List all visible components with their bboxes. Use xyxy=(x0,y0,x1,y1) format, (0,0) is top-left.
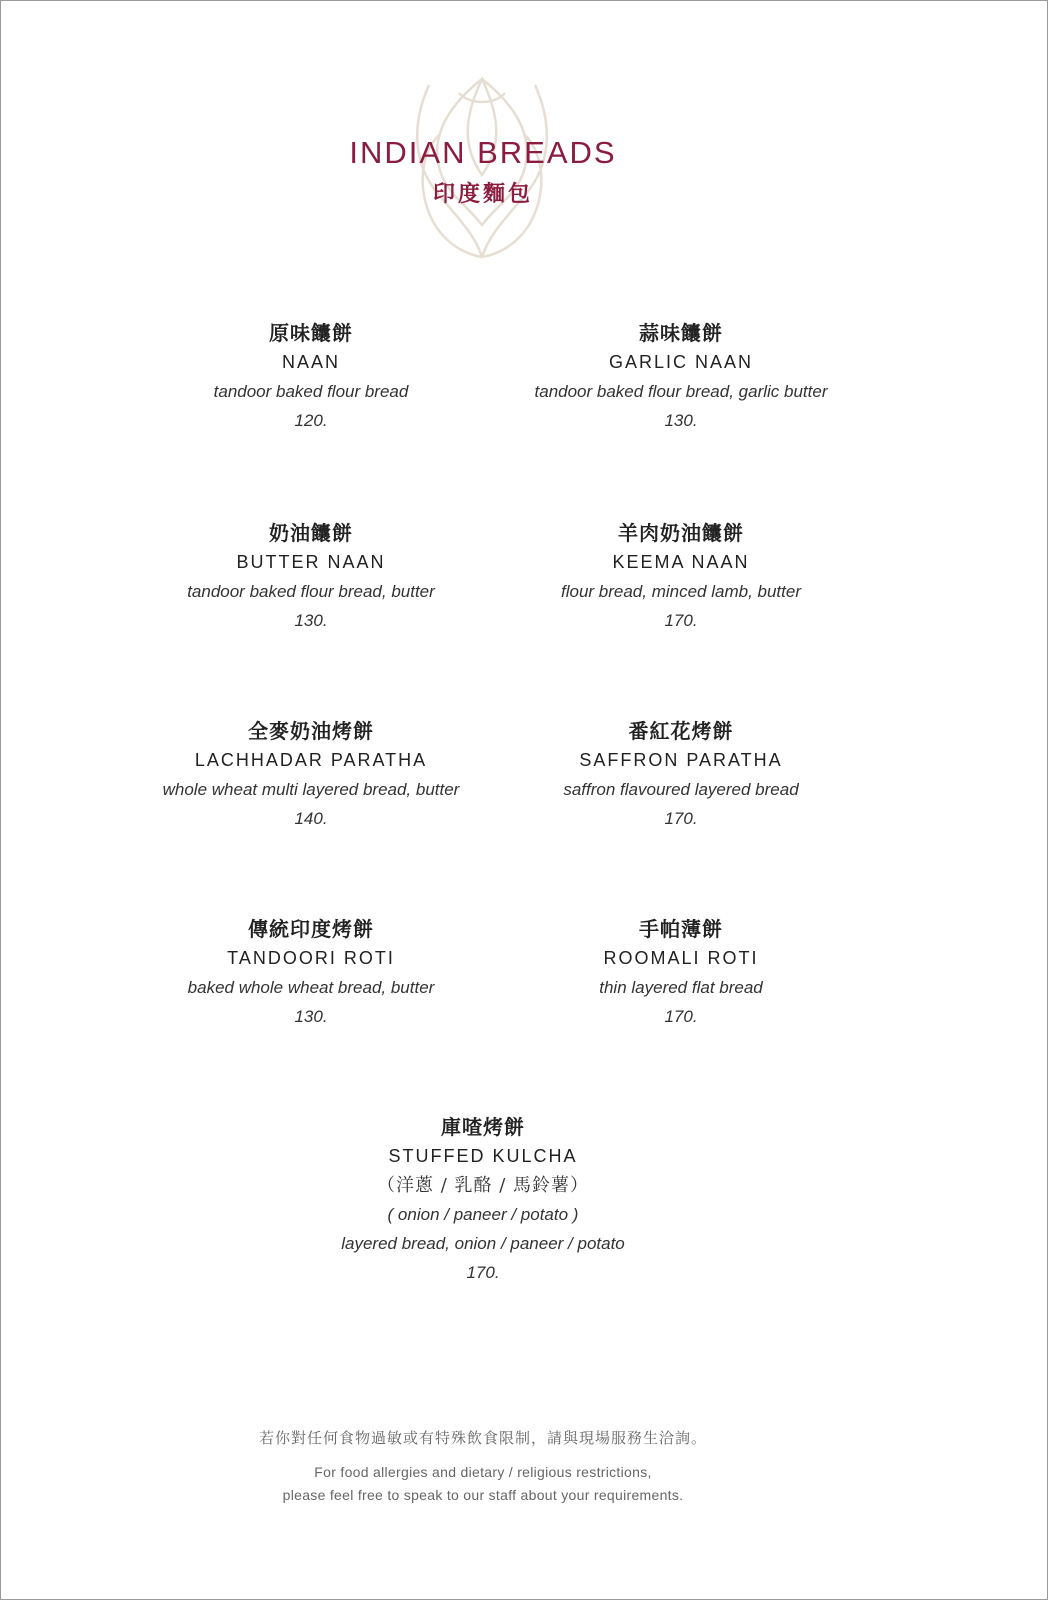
menu-item-garlic-naan xyxy=(471,319,891,435)
item-name-chinese: 原味饢餅 xyxy=(269,321,353,345)
item-name: SAFFRON PARATHA xyxy=(579,750,783,770)
item-name-chinese: 番紅花烤餅 xyxy=(628,719,734,743)
item-options-chinese: （洋蔥 / 乳酪 / 馬鈴薯） xyxy=(376,1175,589,1196)
menu-item-saffron-paratha xyxy=(471,717,891,833)
item-name-chinese: 蒜味饢餅 xyxy=(639,321,723,345)
menu-item-roomali-roti xyxy=(471,915,891,1031)
item-price: 130. xyxy=(294,611,328,630)
allergy-notice-line-2: please feel free to speak to our staff about your requirements. xyxy=(282,1487,684,1503)
menu-item-naan xyxy=(101,319,521,435)
item-description: whole wheat multi layered bread, butter xyxy=(162,780,460,799)
item-price: 140. xyxy=(294,809,328,828)
item-price: 170. xyxy=(664,1007,698,1026)
menu-item-keema-naan xyxy=(471,519,891,635)
menu-item-butter-naan xyxy=(101,519,521,635)
item-name-chinese: 傳統印度烤餅 xyxy=(248,917,374,941)
item-description: tandoor baked flour bread, garlic butter xyxy=(534,382,828,401)
page-title-chinese: 印度麵包 xyxy=(432,181,533,207)
item-options: ( onion / paneer / potato ) xyxy=(387,1205,579,1224)
item-description: tandoor baked flour bread xyxy=(213,382,409,401)
menu-item-lachhadar-paratha xyxy=(101,717,521,833)
item-name-chinese: 庫喳烤餅 xyxy=(441,1115,525,1139)
item-description: saffron flavoured layered bread xyxy=(563,780,799,799)
item-description: layered bread, onion / paneer / potato xyxy=(341,1234,625,1253)
allergy-notice-line-1: For food allergies and dietary / religious restrictions, xyxy=(314,1464,652,1480)
menu-item-tandoori-roti xyxy=(101,915,521,1031)
item-name: ROOMALI ROTI xyxy=(603,948,759,968)
item-description: flour bread, minced lamb, butter xyxy=(560,582,801,601)
item-price: 170. xyxy=(664,809,698,828)
item-description: baked whole wheat bread, butter xyxy=(187,978,435,997)
page-title: INDIAN BREADS xyxy=(349,135,617,170)
item-name: TANDOORI ROTI xyxy=(227,948,395,968)
item-name-chinese: 全麥奶油烤餅 xyxy=(248,719,374,743)
item-price: 130. xyxy=(664,411,698,430)
menu-item-stuffed-kulcha xyxy=(273,1113,693,1287)
item-price: 170. xyxy=(466,1263,500,1282)
item-description: tandoor baked flour bread, butter xyxy=(187,582,435,601)
item-name: BUTTER NAAN xyxy=(236,552,386,572)
item-description: thin layered flat bread xyxy=(599,978,763,997)
item-name-chinese: 奶油饢餅 xyxy=(269,521,353,545)
item-name: STUFFED KULCHA xyxy=(388,1146,578,1166)
item-name: LACHHADAR PARATHA xyxy=(194,750,428,770)
item-price: 170. xyxy=(664,611,698,630)
item-name: NAAN xyxy=(281,352,340,372)
item-name: GARLIC NAAN xyxy=(608,352,754,372)
item-price: 120. xyxy=(294,411,328,430)
item-name-chinese: 羊肉奶油饢餅 xyxy=(618,521,744,545)
item-price: 130. xyxy=(294,1007,328,1026)
item-name: KEEMA NAAN xyxy=(612,552,750,572)
item-name-chinese: 手帕薄餅 xyxy=(639,917,723,941)
allergy-notice xyxy=(1,1461,965,1507)
allergy-notice-chinese: 若你對任何食物過敏或有特殊飲食限制，請與現場服務生洽詢。 xyxy=(258,1429,707,1447)
